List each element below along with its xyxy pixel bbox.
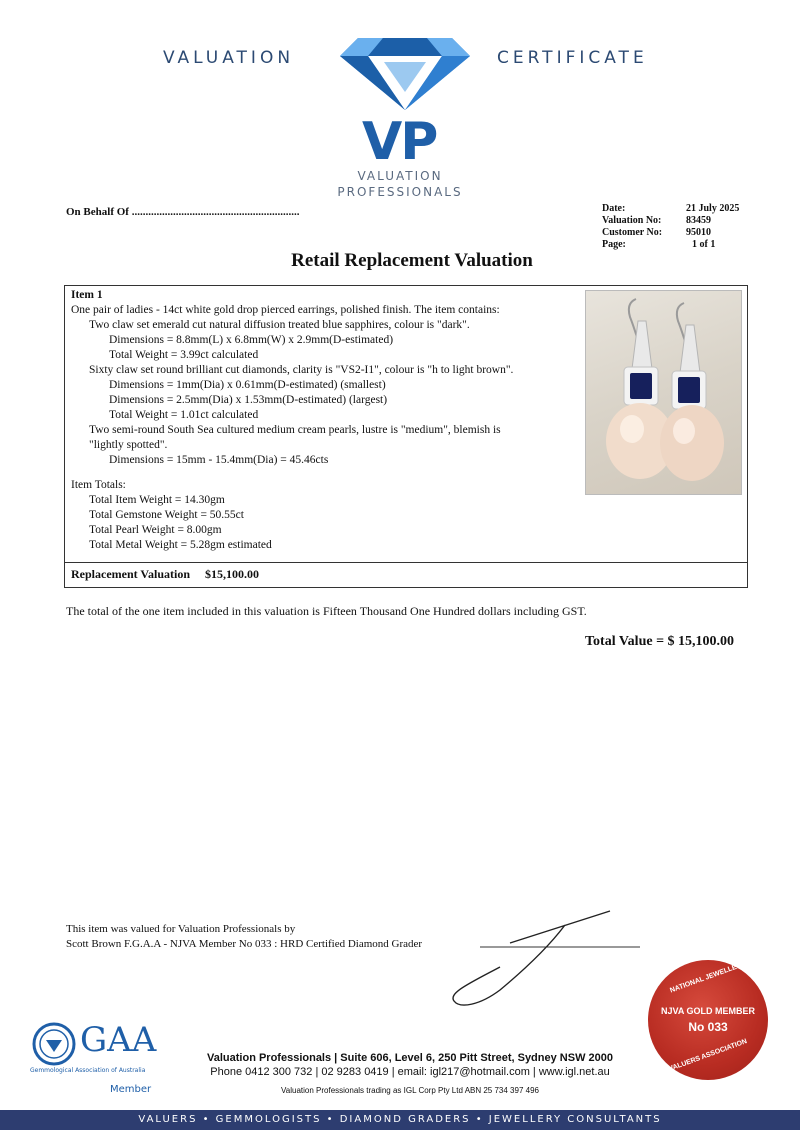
header-certificate-word: CERTIFICATE xyxy=(497,48,648,68)
signature-icon xyxy=(440,905,650,1015)
meta-date-value: 21 July 2025 xyxy=(686,203,740,214)
item-total-line: Total Gemstone Weight = 50.55ct xyxy=(89,509,244,521)
contact-line3: Valuation Professionals trading as IGL Corp Pty Ltd ABN 25 734 397 496 xyxy=(281,1086,539,1095)
meta-page-label: Page: xyxy=(602,239,626,250)
item-line: Dimensions = 8.8mm(L) x 6.8mm(W) x 2.9mm(D-estimated) xyxy=(109,334,394,346)
total-value: Total Value = $ 15,100.00 xyxy=(585,634,735,649)
njva-seal xyxy=(648,960,768,1080)
item-heading: Item 1 xyxy=(71,289,103,301)
item-line: Two semi-round South Sea cultured medium cream pearls, lustre is "medium", blemish is xyxy=(89,424,501,436)
item-total-line: Total Metal Weight = 5.28gm estimated xyxy=(89,539,272,551)
item-lines xyxy=(65,303,580,468)
item-line: One pair of ladies - 14ct white gold drop pierced earrings, polished finish. The item contains: xyxy=(71,304,500,316)
item-totals xyxy=(65,493,580,553)
item-totals-heading: Item Totals: xyxy=(71,479,126,491)
signoff-block xyxy=(66,922,422,952)
gaa-emblem-icon xyxy=(32,1022,76,1066)
item-line: Dimensions = 1mm(Dia) x 0.61mm(D-estimated) (smallest) xyxy=(109,379,386,391)
earrings-photo xyxy=(585,290,742,495)
diamond-logo-icon xyxy=(338,30,472,112)
seal-line2: No 033 xyxy=(688,1020,728,1034)
item-box xyxy=(64,285,748,588)
item-total-line: Total Pearl Weight = 8.00gm xyxy=(89,524,222,536)
gaa-member-label: Member xyxy=(110,1084,152,1095)
document-title: Retail Replacement Valuation xyxy=(291,250,533,271)
item-line: Total Weight = 3.99ct calculated xyxy=(109,349,259,361)
item-description xyxy=(65,288,580,553)
logo-subtitle-line2: PROFESSIONALS xyxy=(337,185,463,199)
item-line: Two claw set emerald cut natural diffusion treated blue sapphires, colour is "dark". xyxy=(89,319,470,331)
meta-block xyxy=(602,203,742,251)
meta-valuation-no-value: 83459 xyxy=(686,215,711,226)
item-line: Dimensions = 15mm - 15.4mm(Dia) = 45.46cts xyxy=(109,454,329,466)
replacement-value: $15,100.00 xyxy=(205,567,259,581)
meta-date xyxy=(602,203,742,215)
logo-subtitle xyxy=(300,168,500,200)
item-line: Dimensions = 2.5mm(Dia) x 1.53mm(D-estimated) (largest) xyxy=(109,394,388,406)
item-line: Sixty claw set round brilliant cut diamonds, clarity is "VS2-I1", colour is "h to light brown". xyxy=(89,364,514,376)
vp-logo-letters: VP xyxy=(362,112,437,172)
item-total-line: Total Item Weight = 14.30gm xyxy=(89,494,225,506)
meta-customer-no xyxy=(602,227,742,239)
earrings-illustration-icon xyxy=(586,291,741,494)
seal-arc-top: NATIONAL JEWELLERY xyxy=(669,960,747,995)
meta-customer-no-value: 95010 xyxy=(686,227,711,238)
logo-subtitle-line1: VALUATION xyxy=(357,169,443,183)
contact-line1: Valuation Professionals | Suite 606, Level 6, 250 Pitt Street, Sydney NSW 2000 xyxy=(207,1052,613,1064)
item-line: "lightly spotted". xyxy=(89,439,168,451)
replacement-label: Replacement Valuation xyxy=(71,567,191,581)
footer-band: VALUERS • GEMMOLOGISTS • DIAMOND GRADERS • JEWELLERY CONSULTANTS xyxy=(0,1110,800,1130)
meta-valuation-no xyxy=(602,215,742,227)
replacement-row xyxy=(65,562,747,587)
gaa-org-name: Gemmological Association of Australia xyxy=(30,1067,146,1074)
meta-customer-no-label: Customer No: xyxy=(602,227,663,238)
signoff-line1: This item was valued for Valuation Professionals by xyxy=(66,923,296,935)
contact-block xyxy=(140,1052,680,1095)
contact-line2: Phone 0412 300 732 | 02 9283 0419 | email: igl217@hotmail.com | www.igl.net.au xyxy=(210,1066,610,1078)
meta-date-label: Date: xyxy=(602,203,626,214)
seal-line1: NJVA GOLD MEMBER xyxy=(660,1006,755,1016)
signoff-line2: Scott Brown F.G.A.A - NJVA Member No 033 : HRD Certified Diamond Grader xyxy=(66,938,423,950)
header-valuation-word: VALUATION xyxy=(163,48,295,68)
gaa-letters: GAA xyxy=(80,1020,157,1060)
meta-valuation-no-label: Valuation No: xyxy=(602,215,662,226)
item-line: Total Weight = 1.01ct calculated xyxy=(109,409,259,421)
meta-page-value: 1 of 1 xyxy=(692,239,716,250)
seal-arc-bottom: VALUERS ASSOCIATION xyxy=(667,1038,749,1073)
on-behalf-of: On Behalf Of ............................................................. xyxy=(66,206,300,218)
summary-text: The total of the one item included in this valuation is Fifteen Thousand One Hundred dollars including GST. xyxy=(66,604,587,618)
